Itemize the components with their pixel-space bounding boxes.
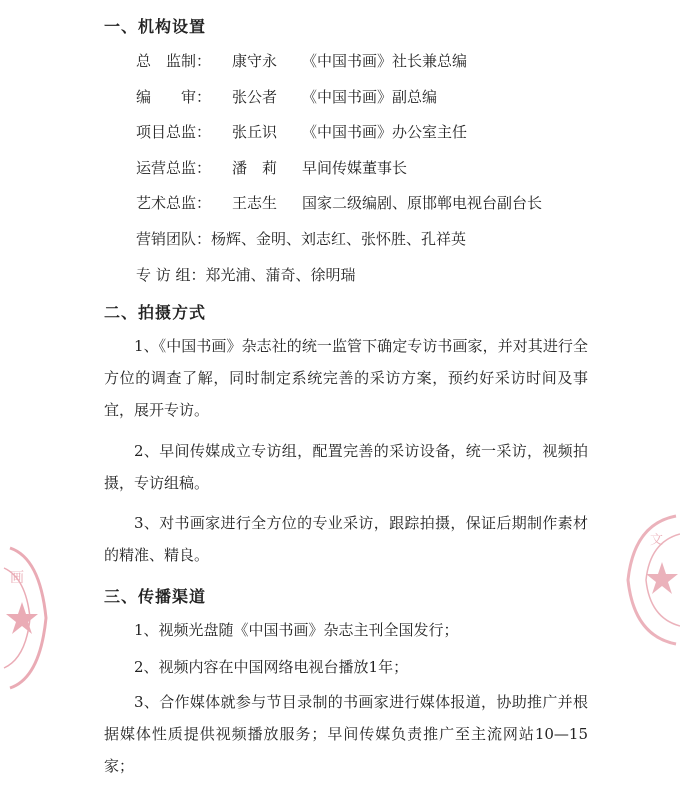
org-row-chief-supervisor (136, 50, 467, 71)
org-role: 编 审： (136, 88, 212, 106)
org-role: 营销团队： (136, 230, 212, 248)
org-row-marketing-team (136, 228, 466, 249)
org-name: 张丘识 (232, 123, 278, 141)
org-title: 《中国书画》副总编 (302, 88, 438, 106)
paragraph: 3、对书画家进行全方位的专业采访，跟踪拍摄，保证后期制作素材的精准、精良。 (104, 514, 588, 564)
org-title: 《中国书画》办公室主任 (302, 123, 468, 141)
seal-stamp-left (0, 538, 62, 698)
org-row-interview-team (136, 264, 356, 285)
section-heading-distribution-channels: 三、传播渠道 (104, 587, 207, 606)
org-members: 郑光浦、蒲奇、徐明瑞 (205, 266, 356, 284)
org-members: 杨辉、金明、刘志红、张怀胜、孔祥英 (211, 230, 467, 248)
org-row-operations-director (136, 157, 407, 178)
paragraph: 3、合作媒体就参与节目录制的书画家进行媒体报道，协助推广并根据媒体性质提供视频播放服务；早间传媒负责推广至主流网站10—15家； (104, 693, 588, 775)
org-name: 潘 莉 (232, 159, 278, 177)
paragraph: 2、视频内容在中国网络电视台播放1年； (134, 658, 409, 676)
section-heading-shooting-method: 二、拍摄方式 (104, 303, 207, 322)
org-title: 国家二级编剧、原邯郸电视台副台长 (302, 194, 543, 212)
seal-left-char: 画 (10, 570, 24, 586)
paragraph: 2、早间传媒成立专访组，配置完善的采访设备，统一采访，视频拍摄，专访组稿。 (104, 442, 588, 492)
org-role: 专 访 组： (136, 266, 206, 284)
paragraph: 1、《中国书画》杂志社的统一监管下确定专访书画家，并对其进行全方位的调查了解，同时制定系统完善的采访方案，预约好采访时间及事宜，展开专访。 (104, 337, 588, 419)
org-role: 项目总监： (136, 123, 212, 141)
org-role: 艺术总监： (136, 194, 212, 212)
org-row-editor (136, 86, 437, 107)
seal-right-char: 文 (650, 533, 664, 548)
org-title: 早间传媒董事长 (302, 159, 408, 177)
paragraph: 1、视频光盘随《中国书画》杂志主刊全国发行； (134, 621, 459, 639)
org-row-project-director (136, 121, 467, 142)
org-row-art-director (136, 192, 542, 213)
org-title: 《中国书画》社长兼总编 (302, 52, 468, 70)
org-name: 康守永 (232, 52, 278, 70)
org-role: 总 监制： (136, 52, 212, 70)
section-heading-organization: 一、机构设置 (104, 17, 207, 36)
org-name: 王志生 (232, 194, 278, 212)
seal-stamp-right (614, 510, 680, 650)
org-role: 运营总监： (136, 159, 212, 177)
org-name: 张公者 (232, 88, 278, 106)
